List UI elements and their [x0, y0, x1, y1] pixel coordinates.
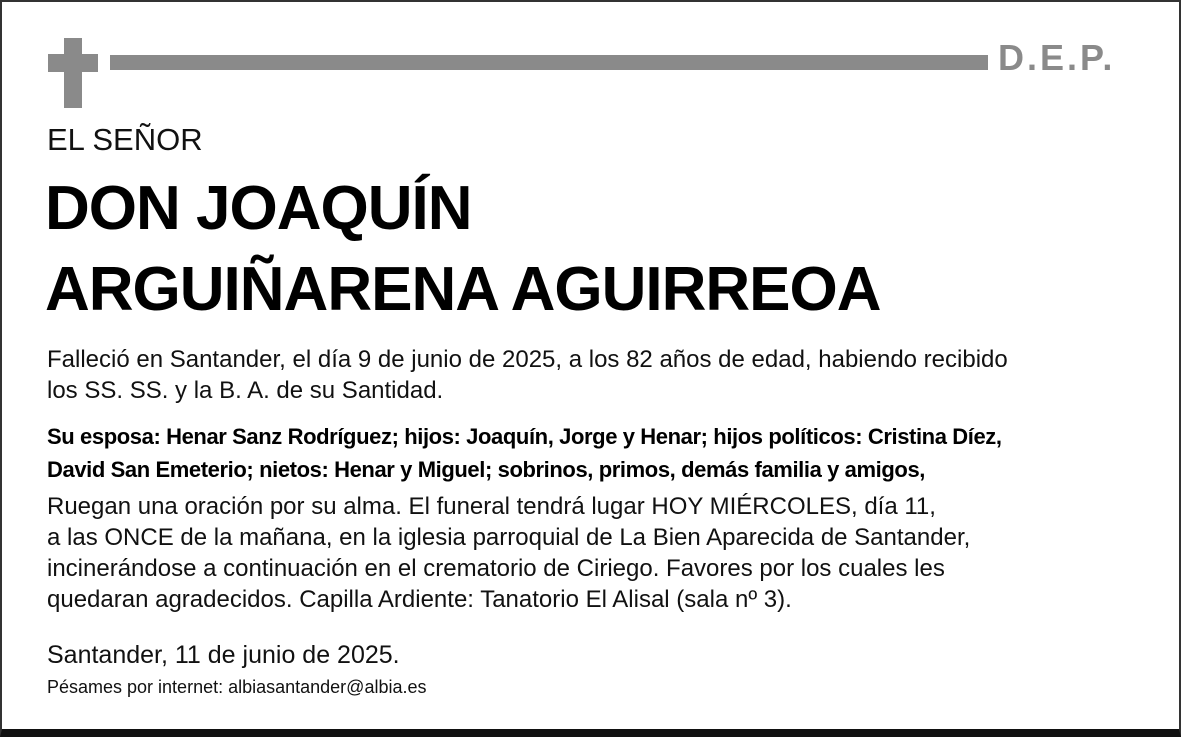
text-line: incinerándose a continuación en el crematorio de Ciriego. Favores por los cuales les [47, 555, 945, 582]
text-line: David San Emeterio; nietos: Henar y Miguel; sobrinos, primos, demás familia y amigos, [47, 457, 926, 482]
honorific-title: EL SEÑOR [47, 122, 203, 157]
death-announcement-paragraph [47, 344, 1147, 406]
dep-label: D.E.P. [998, 37, 1116, 78]
condolences-email: Pésames por internet: albiasantander@albia.es [47, 677, 427, 697]
text-line: Su esposa: Henar Sanz Rodríguez; hijos: Joaquín, Jorge y Henar; hijos políticos: Cristina Díez, [47, 424, 1002, 449]
text-line: quedaran agradecidos. Capilla Ardiente: Tanatorio El Alisal (sala nº 3). [47, 586, 792, 613]
family-paragraph [47, 420, 1147, 486]
cross-horizontal-bar [48, 54, 98, 72]
cross-vertical-bar [64, 38, 82, 108]
deceased-name-line2: ARGUIÑARENA AGUIRREOA [45, 255, 881, 324]
header-rule [110, 55, 988, 70]
text-line: Ruegan una oración por su alma. El funeral tendrá lugar HOY MIÉRCOLES, día 11, [47, 493, 936, 520]
text-line: Falleció en Santander, el día 9 de junio de 2025, a los 82 años de edad, habiendo recibido [47, 346, 1008, 373]
funeral-details-paragraph [47, 491, 1147, 615]
deceased-name-line1: DON JOAQUÍN [45, 174, 472, 243]
place-date: Santander, 11 de junio de 2025. [47, 641, 400, 669]
text-line: a las ONCE de la mañana, en la iglesia parroquial de La Bien Aparecida de Santander, [47, 524, 971, 551]
text-line: los SS. SS. y la B. A. de su Santidad. [47, 377, 444, 404]
